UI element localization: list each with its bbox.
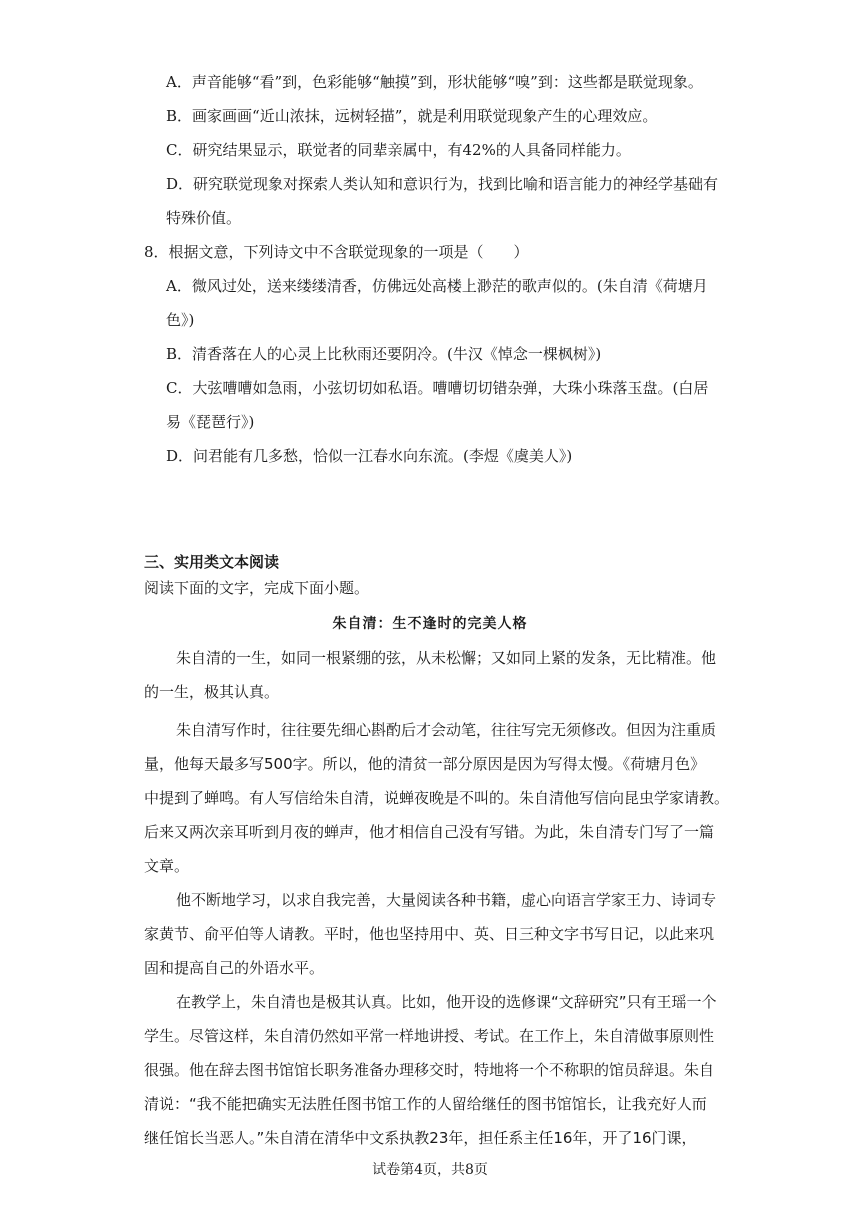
section-instruction: 阅读下面的文字，完成下面小题。: [144, 579, 370, 597]
section-heading: 三、实用类文本阅读: [144, 553, 280, 571]
article-line: 文章。: [144, 857, 190, 875]
article-line: 的一生，极其认真。: [144, 683, 280, 701]
article-line: 继任馆长当恶人。”朱自清在清华中文系执教23年，担任系主任16年，开了16门课，: [144, 1129, 697, 1147]
article-line: 朱自清写作时，往往要先细心斟酌后才会动笔，往往写完无须修改。但因为注重质: [176, 721, 717, 739]
q7-option-d-cont: 特殊价值。: [166, 209, 242, 227]
article-line: 很强。他在辞去图书馆馆长职务准备办理移交时，特地将一个不称职的馆员辞退。朱自: [144, 1061, 715, 1079]
q7-option-c: C．研究结果显示，联觉者的同辈亲属中，有42%的人具备同样能力。: [166, 141, 631, 159]
q7-option-d: D．研究联觉现象对探索人类认知和意识行为，找到比喻和语言能力的神经学基础有: [166, 175, 719, 193]
q8-option-b: B．清香落在人的心灵上比秋雨还要阴冷。(牛汉《悼念一棵枫树》): [166, 345, 602, 363]
article-title: 朱自清：生不逢时的完美人格: [332, 616, 528, 632]
q7-option-b: B．画家画画“近山浓抹，远树轻描”，就是利用联觉现象产生的心理效应。: [166, 107, 658, 125]
article-line: 朱自清的一生，如同一根紧绷的弦，从未松懈；又如同上紧的发条，无比精准。他: [176, 649, 717, 667]
q7-option-a: A．声音能够“看”到，色彩能够“触摸”到，形状能够“嗅”到：这些都是联觉现象。: [166, 73, 703, 91]
q8-option-a: A．微风过处，送来缕缕清香，仿佛远处高楼上渺茫的歌声似的。(朱自清《荷塘月: [166, 277, 708, 295]
article-line: 中提到了蝉鸣。有人写信给朱自清，说蝉夜晚是不叫的。朱自清他写信向昆虫学家请教。: [144, 789, 730, 807]
article-line: 学生。尽管这样，朱自清仍然如平常一样地讲授、考试。在工作上，朱自清做事原则性: [144, 1027, 715, 1045]
q8-stem: 8．根据文意，下列诗文中不含联觉现象的一项是（ ）: [144, 243, 529, 261]
article-line: 在教学上，朱自清也是极其认真。比如，他开设的选修课“文辞研究”只有王瑶一个: [176, 993, 717, 1011]
article-line: 后来又两次亲耳听到月夜的蝉声，他才相信自己没有写错。为此，朱自清专门写了一篇: [144, 823, 715, 841]
article-line: 家黄节、俞平伯等人请教。平时，他也坚持用中、英、日三种文字书写日记，以此来巩: [144, 925, 715, 943]
page-footer: 试卷第4页，共8页: [372, 1162, 488, 1178]
article-line: 量，他每天最多写500字。所以，他的清贫一部分原因是因为写得太慢。《荷塘月色》: [144, 755, 706, 773]
article-line: 他不断地学习，以求自我完善，大量阅读各种书籍，虚心向语言学家王力、诗词专: [176, 891, 717, 909]
article-line: 固和提高自己的外语水平。: [144, 959, 325, 977]
article-line: 清说：“我不能把确实无法胜任图书馆工作的人留给继任的图书馆馆长，让我充好人而: [144, 1095, 707, 1113]
q8-option-c: C．大弦嘈嘈如急雨，小弦切切如私语。嘈嘈切切错杂弹，大珠小珠落玉盘。(白居: [166, 379, 709, 397]
q8-option-d: D．问君能有几多愁，恰似一江春水向东流。(李煜《虞美人》): [166, 447, 573, 465]
q8-option-c-cont: 易《琵琶行》): [166, 413, 255, 431]
q8-option-a-cont: 色》): [166, 311, 195, 329]
